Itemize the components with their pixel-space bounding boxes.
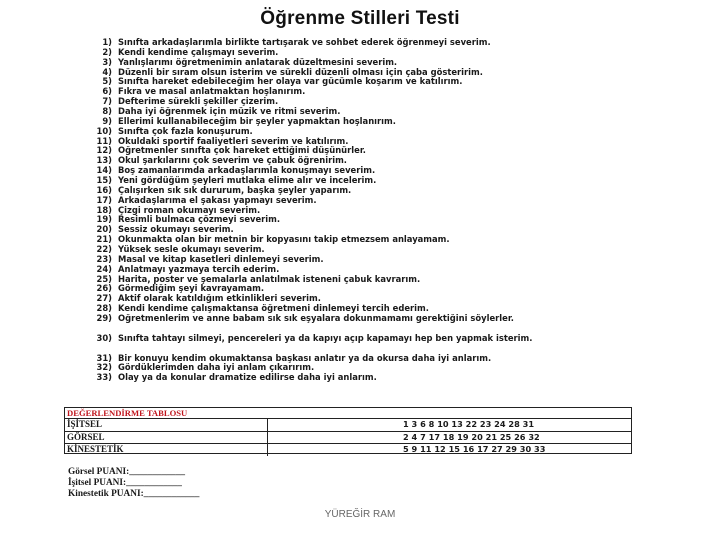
question-item: [84, 235, 624, 245]
question-text: Yüksek sesle okumayı severim.: [118, 245, 265, 255]
question-item: [84, 334, 624, 354]
question-item: [84, 38, 624, 48]
question-number: 23): [96, 254, 112, 264]
question-number: 13): [96, 156, 112, 166]
evaluation-row-auditory: [65, 418, 631, 431]
question-text: Yeni gördüğüm şeyleri mutlaka elime alır ve incelerim.: [118, 176, 377, 186]
question-text: Fıkra ve masal anlatmaktan hoşlanırım.: [118, 87, 306, 97]
question-item: [84, 97, 624, 107]
question-text: Kendi kendime çalışmaktansa öğretmeni dinlemeyi tercih ederim.: [118, 304, 429, 314]
question-text: Sınıfta çok fazla konuşurum.: [118, 126, 253, 136]
question-text: Anlatmayı yazmaya tercih ederim.: [118, 264, 280, 274]
score-blank[interactable]: ____________: [126, 478, 182, 488]
question-number: 8): [102, 107, 112, 117]
question-item: [84, 314, 624, 334]
evaluation-row-values: 2 4 7 17 18 19 20 21 25 26 32: [403, 431, 540, 442]
question-text: Sınıfta arkadaşlarımla birlikte tartışarak ve sohbet ederek öğrenmeyi severim.: [118, 38, 491, 47]
score-line-auditory: [68, 478, 199, 489]
question-text: Gördüklerimden daha iyi anlam çıkarırım.: [118, 363, 315, 373]
question-item: [84, 77, 624, 87]
question-text: Görmediğim şeyi kavrayamam.: [118, 284, 265, 294]
question-text: Düzenli bir sıram olsun isterim ve sürekli düzenli olması için çaba gösteririm.: [118, 67, 483, 77]
question-number: 32): [96, 363, 112, 373]
question-text: Masal ve kitap kasetleri dinlemeyi severim.: [118, 254, 324, 264]
question-item: [84, 156, 624, 166]
evaluation-row-label: KİNESTETİK: [65, 444, 268, 456]
question-item: [84, 137, 624, 147]
question-item: [84, 117, 624, 127]
question-number: 21): [96, 235, 112, 245]
question-number: 12): [96, 146, 112, 156]
question-item: [84, 294, 624, 304]
score-line-kinesthetic: [68, 489, 199, 500]
question-item: [84, 265, 624, 275]
question-number: 18): [96, 205, 112, 215]
question-number: 24): [96, 264, 112, 274]
question-item: [84, 127, 624, 137]
question-item: [84, 363, 624, 373]
question-number: 22): [96, 245, 112, 255]
question-text: Sınıfta tahtayı silmeyi, pencereleri ya da kapıyı açıp kapamayı hep ben yapmak isterim.: [118, 333, 533, 343]
question-number: 30): [96, 333, 112, 343]
question-number: 15): [96, 176, 112, 186]
question-item: [84, 196, 624, 206]
question-text: Ellerimi kullanabileceğim bir şeyler yapmaktan hoşlanırım.: [118, 116, 396, 126]
question-list: [84, 38, 624, 383]
evaluation-table: [64, 407, 632, 454]
evaluation-heading: DEĞERLENDİRME TABLOSU: [67, 408, 188, 418]
question-text: Daha iyi öğrenmek için müzik ve ritmi severim.: [118, 107, 341, 117]
question-text: Sınıfta hareket edebileceğim her olaya var gücümle koşarım ve katılırım.: [118, 77, 463, 87]
question-item: [84, 304, 624, 314]
question-item: [84, 215, 624, 225]
question-text: Resimli bulmaca çözmeyi severim.: [118, 215, 281, 225]
question-item: [84, 68, 624, 78]
question-text: Çizgi roman okumayı severim.: [118, 205, 261, 215]
question-item: [84, 176, 624, 186]
question-text: Olay ya da konular dramatize edilirse daha iyi anlarım.: [118, 373, 377, 383]
question-number: 29): [96, 314, 112, 324]
question-number: 2): [102, 47, 112, 57]
question-item: [84, 225, 624, 235]
question-text: Yanlışlarımı öğretmenimin anlatarak düzeltmesini severim.: [118, 57, 398, 67]
score-lines: [68, 467, 199, 500]
question-number: 3): [102, 57, 112, 67]
score-blank[interactable]: ____________: [143, 489, 200, 499]
question-item: [84, 58, 624, 68]
question-text: Aktif olarak katıldığım etkinlikleri severim.: [118, 294, 321, 304]
question-item: [84, 255, 624, 265]
question-number: 11): [96, 136, 112, 146]
question-text: Öğretmenler sınıfta çok hareket ettiğimi düşünürler.: [118, 146, 366, 156]
question-text: Boş zamanlarımda arkadaşlarımla konuşmayı severim.: [118, 166, 376, 176]
question-number: 17): [96, 195, 112, 205]
question-text: Kendi kendime çalışmayı severim.: [118, 47, 279, 57]
question-item: [84, 48, 624, 58]
question-number: 6): [102, 87, 112, 97]
question-text: Okuldaki sportif faaliyetleri severim ve katılırım.: [118, 136, 349, 146]
evaluation-row-values: 1 3 6 8 10 13 22 23 24 28 31: [403, 419, 535, 429]
question-text: Harita, poster ve şemalarla anlatılmak isteneni çabuk kavrarım.: [118, 274, 421, 284]
question-number: 10): [96, 126, 112, 136]
question-number: 14): [96, 166, 112, 176]
question-number: 20): [96, 225, 112, 235]
question-number: 27): [96, 294, 112, 304]
evaluation-row-kinesthetic: [65, 443, 631, 456]
evaluation-row-label: GÖRSEL: [65, 432, 268, 444]
question-number: 5): [102, 77, 112, 87]
question-number: 26): [96, 284, 112, 294]
score-line-visual: [68, 467, 199, 478]
question-number: 28): [96, 304, 112, 314]
evaluation-row-label: İŞİTSEL: [65, 419, 268, 431]
question-number: 19): [96, 215, 112, 225]
page-title: Öğrenme Stilleri Testi: [260, 8, 460, 29]
question-item: [84, 166, 624, 176]
evaluation-row-visual: [65, 431, 631, 444]
score-blank[interactable]: ____________: [129, 467, 185, 477]
question-item: [84, 206, 624, 216]
question-item: [84, 107, 624, 117]
question-item: [84, 87, 624, 97]
score-label: Kinestetik PUANI:: [68, 489, 144, 499]
question-number: 33): [96, 373, 112, 383]
footer-text: YÜREĞİR RAM: [324, 509, 396, 520]
question-number: 31): [96, 353, 112, 363]
question-number: 1): [102, 38, 112, 47]
question-text: Bir konuyu kendim okumaktansa başkası anlatır ya da okursa daha iyi anlarım.: [118, 353, 492, 363]
score-label: İşitsel PUANI:: [68, 478, 127, 488]
question-text: Arkadaşlarıma el şakası yapmayı severim.: [118, 195, 317, 205]
question-number: 16): [96, 185, 112, 195]
question-item: [84, 245, 624, 255]
question-number: 9): [102, 116, 112, 126]
question-text: Sessiz okumayı severim.: [118, 225, 234, 235]
question-text: Öğretmenlerim ve anne babam sık sık eşyalara dokunmamamı gerektiğini söylerler.: [118, 314, 514, 324]
question-text: Okunmakta olan bir metnin bir kopyasını takip etmezsem anlayamam.: [118, 235, 450, 245]
question-item: [84, 284, 624, 294]
question-number: 25): [96, 274, 112, 284]
question-item: [84, 146, 624, 156]
question-item: [84, 186, 624, 196]
question-item: [84, 275, 624, 285]
score-label: Görsel PUANI:: [68, 467, 130, 477]
evaluation-row-values: 5 9 11 12 15 16 17 27 29 30 33: [403, 444, 546, 454]
question-text: Defterime sürekli şekiller çizerim.: [118, 97, 279, 107]
question-text: Çalışırken sık sık dururum, başka şeyler yaparım.: [118, 185, 352, 195]
question-item: [84, 354, 624, 364]
question-text: Okul şarkılarını çok severim ve çabuk öğrenirim.: [118, 156, 347, 166]
question-number: 7): [102, 97, 112, 107]
question-item: [84, 373, 624, 383]
question-number: 4): [102, 67, 112, 77]
